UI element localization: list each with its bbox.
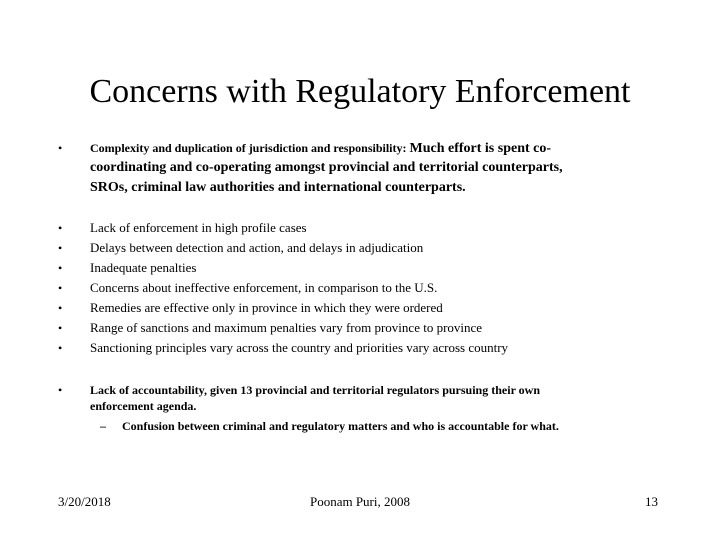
bullet-accountability-line1: Lack of accountability, given 13 provincial and territorial regulators pursuing their own [90,383,541,397]
bullet-accountability-line2: enforcement agenda. [90,399,197,413]
sub-bullet-text: Confusion between criminal and regulatory matters and who is accountable for what. [122,419,559,433]
list-item: Sanctioning principles vary across the country and priorities vary across country [90,340,509,355]
bullet-complexity-line2: coordinating and co-operating amongst provincial and territorial counterparts, [90,160,563,175]
list-item: Concerns about ineffective enforcement, in comparison to the U.S. [90,280,438,295]
bullet-icon: • [58,221,63,235]
bullet-icon: • [58,241,63,255]
sub-bullet-dash: – [100,419,106,433]
list-item: Delays between detection and action, and delays in adjudication [90,240,424,255]
bullet-complexity-line1 [90,138,680,159]
list-item: Inadequate penalties [90,260,197,275]
bullet-icon: • [58,341,63,355]
bullet-complexity-rest: Much effort is spent co- [409,141,552,156]
footer-date: 3/20/2018 [58,494,111,509]
bullet-icon: • [58,383,63,397]
bullet-complexity-line3: SROs, criminal law authorities and international counterparts. [90,180,466,195]
footer-author: Poonam Puri, 2008 [309,494,411,509]
bullet-icon: • [58,301,63,315]
bullet-icon: • [58,281,63,295]
bullet-icon: • [58,141,63,155]
bullet-complexity-lead: Complexity and duplication of jurisdiction and responsibility: [90,141,407,155]
bullet-icon: • [58,321,63,335]
bullet-icon: • [58,261,63,275]
footer-page-number: 13 [645,494,658,509]
list-item: Range of sanctions and maximum penalties vary from province to province [90,320,483,335]
list-item: Remedies are effective only in province in which they were ordered [90,300,443,315]
slide-title: Concerns with Regulatory Enforcement [89,73,631,110]
list-item: Lack of enforcement in high profile cases [90,220,307,235]
